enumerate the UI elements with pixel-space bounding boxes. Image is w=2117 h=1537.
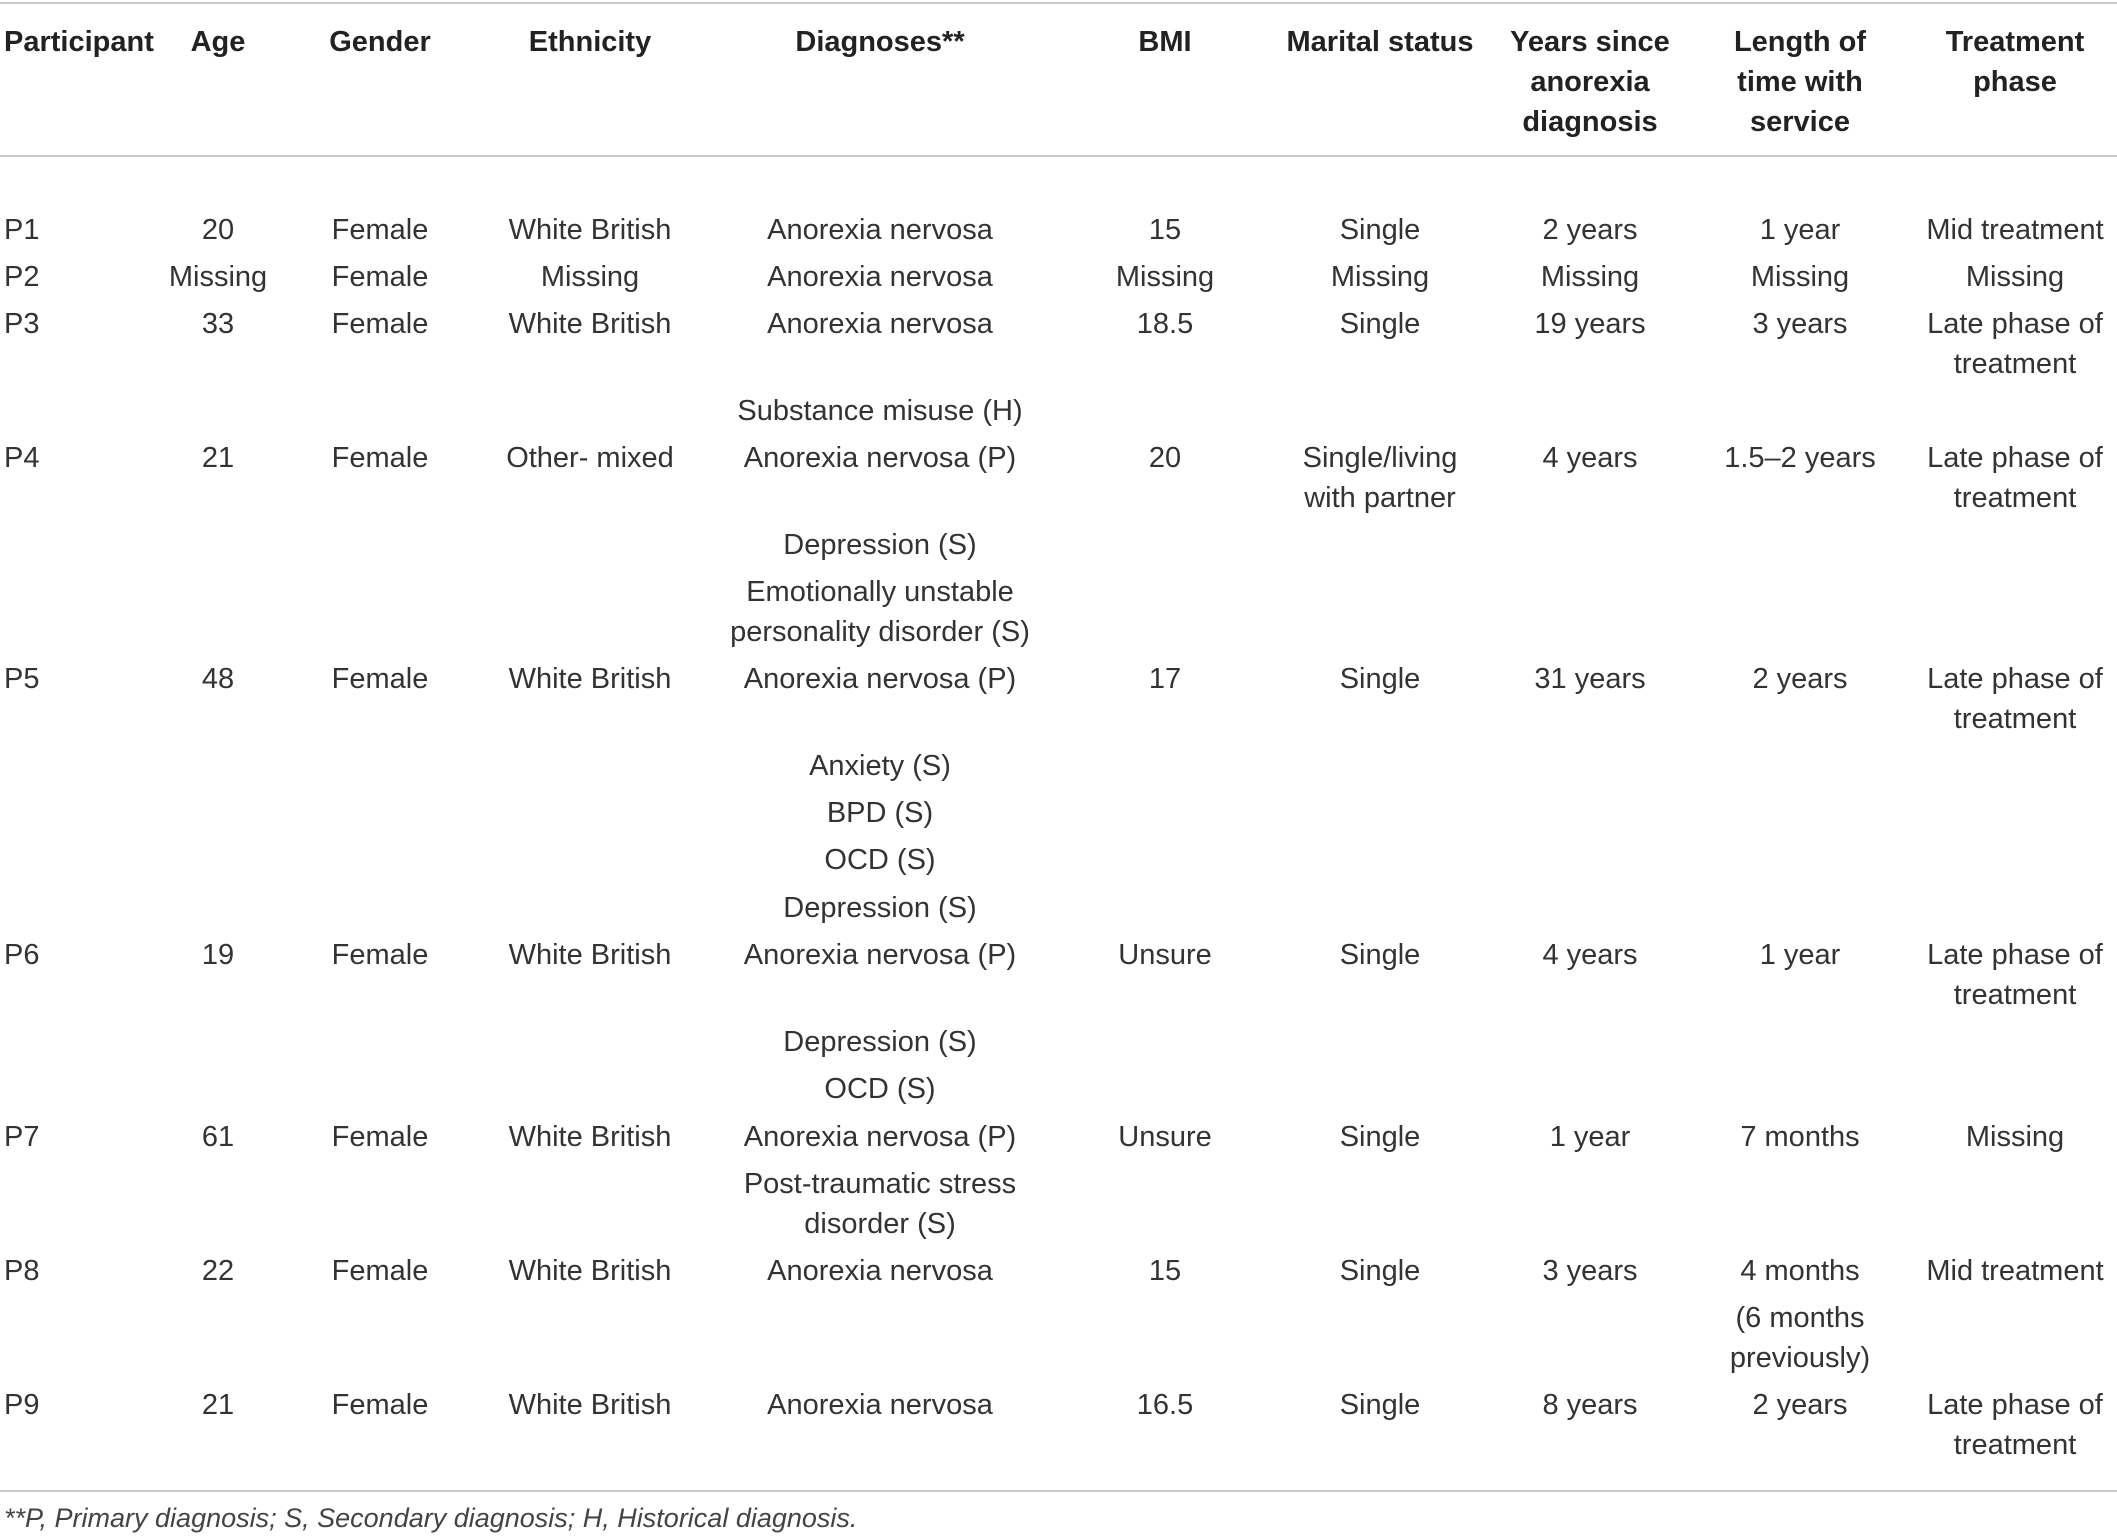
cell-length: 4 months [1740,1255,1860,1287]
cell-bmi: 20 [1148,442,1182,474]
cell-ethnicity: Other- mixed [506,442,674,474]
cell-participant: P2 [4,261,40,293]
cell-phase: Late phase of treatment [1927,663,2103,735]
cell-age: 33 [201,308,235,340]
cell-diagnosis: Emotionally unstable personality disorder (S) [730,576,1030,648]
cell-marital: Single [1339,214,1421,246]
cell-participant: P1 [4,214,40,246]
cell-ethnicity: White British [508,1255,672,1287]
header-bmi: BMI [1138,26,1192,58]
cell-participant: P9 [4,1389,40,1421]
cell-diagnosis: Depression (S) [783,1026,977,1058]
cell-participant: P3 [4,308,40,340]
cell-length: 2 years [1752,1389,1848,1421]
cell-age: 20 [201,214,235,246]
cell-diagnosis: OCD (S) [824,1073,936,1105]
cell-gender: Female [331,939,429,971]
cell-length: 2 years [1752,663,1848,695]
cell-bmi: Unsure [1118,939,1212,971]
cell-gender: Female [331,1121,429,1153]
cell-diagnosis: Anorexia nervosa [767,1255,993,1287]
cell-gender: Female [331,1255,429,1287]
header-gender: Gender [329,26,431,58]
cell-years-since: 2 years [1542,214,1638,246]
cell-diagnosis: Anorexia nervosa [767,261,993,293]
table-top-rule [0,2,2117,4]
cell-age: Missing [168,261,268,293]
cell-participant: P6 [4,939,40,971]
cell-bmi: 15 [1148,1255,1182,1287]
cell-marital: Missing [1330,261,1430,293]
cell-marital: Single [1339,663,1421,695]
cell-phase: Late phase of treatment [1927,308,2103,380]
cell-years-since: 31 years [1534,663,1646,695]
cell-phase: Missing [1965,261,2065,293]
header-years-since-diagnosis: Years since anorexia diagnosis [1510,26,1670,138]
cell-gender: Female [331,308,429,340]
header-ethnicity: Ethnicity [528,26,652,58]
cell-marital: Single [1339,939,1421,971]
cell-participant: P7 [4,1121,40,1153]
cell-bmi: Unsure [1118,1121,1212,1153]
cell-years-since: 1 year [1549,1121,1631,1153]
header-diagnoses: Diagnoses** [795,26,965,58]
cell-diagnosis: Anorexia nervosa (P) [743,442,1017,474]
cell-bmi: 18.5 [1136,308,1194,340]
cell-diagnosis: Anxiety (S) [809,750,951,782]
cell-ethnicity: White British [508,663,672,695]
cell-bmi: 15 [1148,214,1182,246]
cell-diagnosis: Post-traumatic stress disorder (S) [743,1168,1017,1240]
cell-diagnosis: Anorexia nervosa [767,214,993,246]
cell-ethnicity: White British [508,1389,672,1421]
cell-marital: Single [1339,1121,1421,1153]
cell-diagnosis: Anorexia nervosa [767,308,993,340]
cell-diagnosis: Anorexia nervosa (P) [743,1121,1017,1153]
cell-age: 21 [201,1389,235,1421]
cell-diagnosis: Anorexia nervosa (P) [743,663,1017,695]
cell-phase: Missing [1965,1121,2065,1153]
cell-length: 3 years [1752,308,1848,340]
cell-age: 21 [201,442,235,474]
table-footnote: **P, Primary diagnosis; S, Secondary diagnosis; H, Historical diagnosis. [4,1503,858,1533]
cell-phase: Mid treatment [1926,214,2104,246]
header-length-with-service: Length of time with service [1733,26,1867,138]
cell-phase: Late phase of treatment [1927,442,2103,514]
cell-age: 48 [201,663,235,695]
cell-length: 1 year [1759,214,1841,246]
cell-length: Missing [1750,261,1850,293]
cell-age: 22 [201,1255,235,1287]
cell-ethnicity: Missing [540,261,640,293]
cell-bmi: Missing [1115,261,1215,293]
cell-gender: Female [331,261,429,293]
header-participant: Participant [4,26,154,58]
cell-gender: Female [331,214,429,246]
cell-gender: Female [331,442,429,474]
cell-diagnosis: OCD (S) [824,844,936,876]
cell-ethnicity: White British [508,214,672,246]
cell-diagnosis: Depression (S) [783,529,977,561]
cell-diagnosis: BPD (S) [826,797,934,829]
cell-gender: Female [331,663,429,695]
cell-ethnicity: White British [508,308,672,340]
cell-bmi: 17 [1148,663,1182,695]
header-treatment-phase: Treatment phase [1945,26,2085,98]
cell-diagnosis: Depression (S) [783,892,977,924]
cell-diagnosis: Anorexia nervosa (P) [743,939,1017,971]
cell-marital: Single [1339,308,1421,340]
cell-age: 19 [201,939,235,971]
cell-participant: P8 [4,1255,40,1287]
table-bottom-rule [0,1490,2117,1492]
table-header-rule [0,155,2117,157]
cell-length: 1 year [1759,939,1841,971]
cell-participant: P4 [4,442,40,474]
cell-years-since: 19 years [1534,308,1646,340]
cell-length: 7 months [1740,1121,1860,1153]
header-age: Age [190,26,246,58]
cell-length-note: (6 months previously) [1729,1302,1871,1374]
cell-bmi: 16.5 [1136,1389,1194,1421]
cell-years-since: 4 years [1542,939,1638,971]
cell-years-since: 4 years [1542,442,1638,474]
cell-marital: Single/living with partner [1302,442,1458,514]
cell-years-since: 3 years [1542,1255,1638,1287]
cell-participant: P5 [4,663,40,695]
cell-years-since: Missing [1540,261,1640,293]
cell-phase: Late phase of treatment [1927,1389,2103,1461]
cell-years-since: 8 years [1542,1389,1638,1421]
header-marital-status: Marital status [1286,26,1474,58]
cell-phase: Late phase of treatment [1927,939,2103,1011]
cell-gender: Female [331,1389,429,1421]
cell-phase: Mid treatment [1926,1255,2104,1287]
cell-ethnicity: White British [508,939,672,971]
cell-diagnosis: Anorexia nervosa [767,1389,993,1421]
cell-diagnosis: Substance misuse (H) [737,395,1023,427]
cell-marital: Single [1339,1389,1421,1421]
cell-age: 61 [201,1121,235,1153]
cell-marital: Single [1339,1255,1421,1287]
cell-ethnicity: White British [508,1121,672,1153]
cell-length: 1.5–2 years [1724,442,1876,474]
